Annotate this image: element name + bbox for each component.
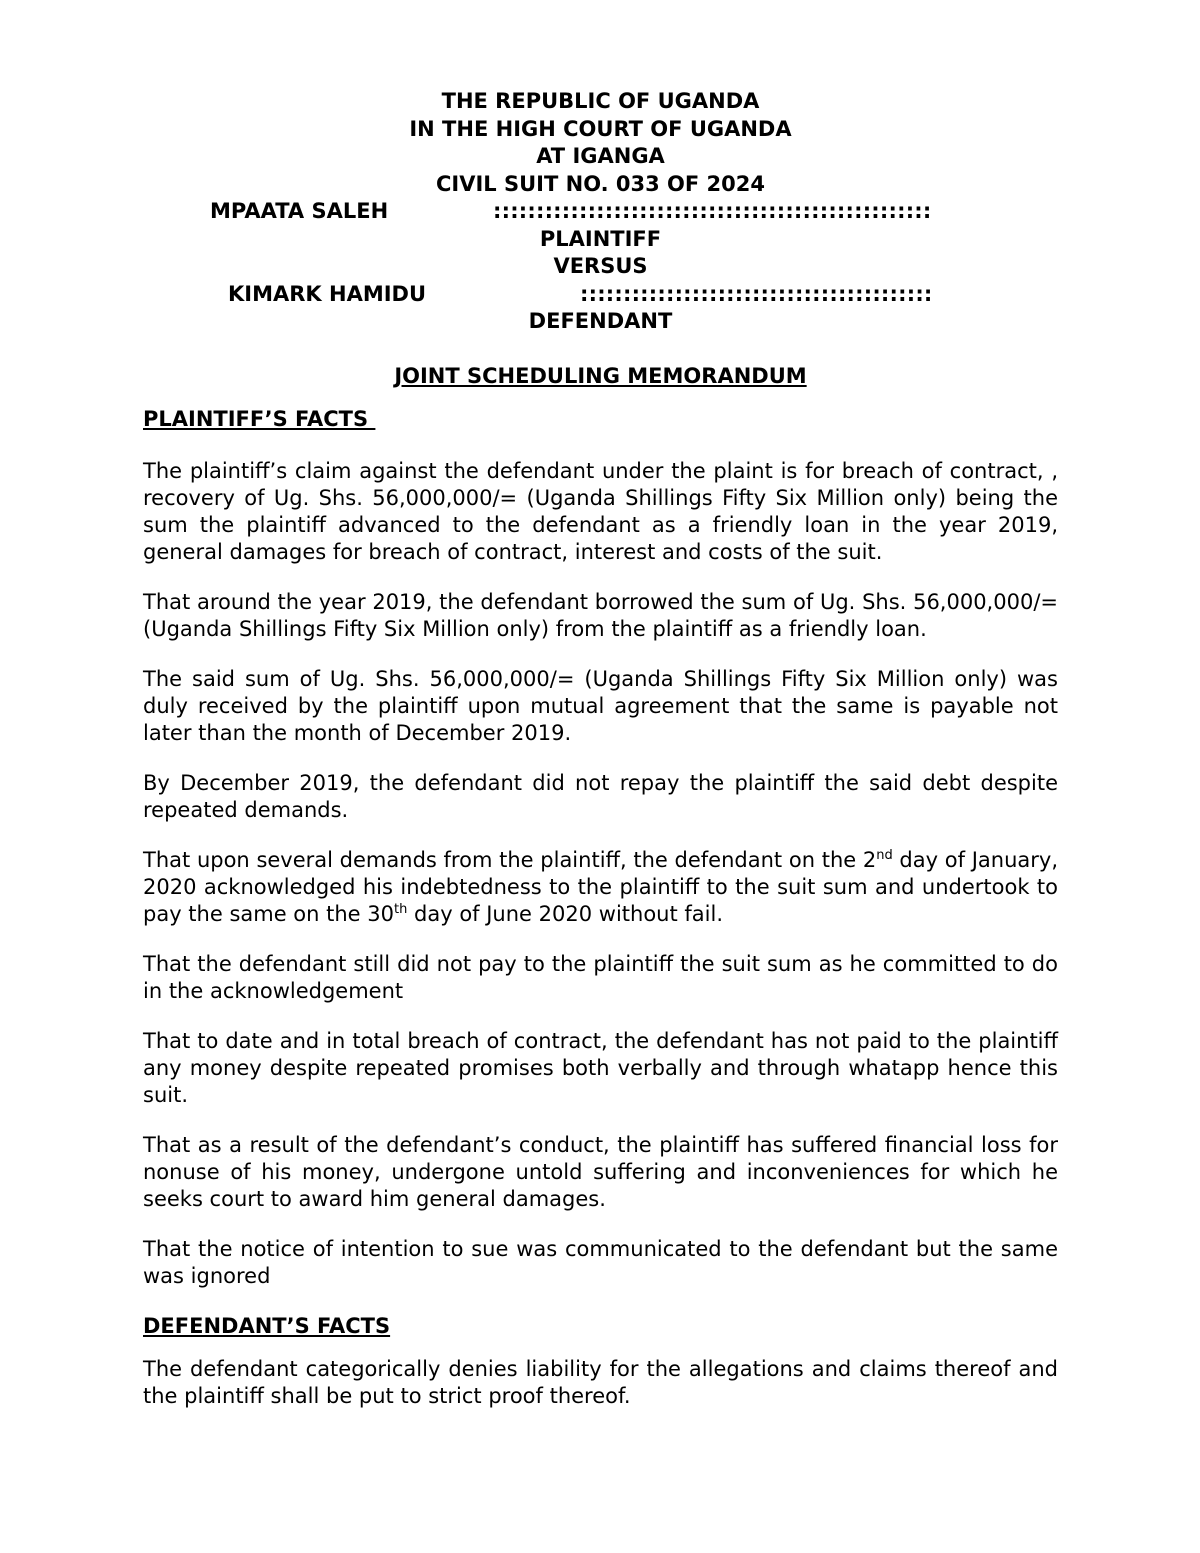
court-heading: IN THE HIGH COURT OF UGANDA: [409, 116, 792, 141]
republic-heading: THE REPUBLIC OF UGANDA: [441, 89, 760, 113]
suit-number: CIVIL SUIT NO. 033 OF 2024: [436, 171, 765, 196]
loan-paragraph: That around the year 2019, the defendant borrowed the sum of Ug. Shs. 56,000,000/= (Uganda Shillings Fifty Six Million only) from the plaintiff as a friendly loan.: [143, 589, 1058, 641]
notice-paragraph: That the notice of intention to sue was communicated to the defendant but the same was ignored: [143, 1236, 1058, 1288]
document-page: [143, 88, 1058, 1410]
plaintiff-role: PLAINTIFF: [539, 226, 662, 251]
plaintiff-claim-paragraph: The plaintiff’s claim against the defendant under the plaint is for breach of contract, , recovery of Ug. Shs. 56,000,000/= (Uganda Shillings Fifty Six Million only) being the sum the plaintiff advanced to the defendant as a friendly loan in the year 2019, general damages for breach of contract, interest and costs of the suit.: [143, 458, 1058, 564]
plaintiff-dots: :::::::::::::::::::::::::::::::::::::::::::::::::::: [493, 199, 932, 223]
plaintiff-line: [143, 198, 1058, 226]
court-header: [143, 88, 1058, 198]
parties-block: [143, 198, 1058, 336]
nonpayment-paragraph: By December 2019, the defendant did not repay the plaintiff the said debt despite repeated demands.: [143, 770, 1058, 822]
defendant-denial-paragraph: The defendant categorically denies liability for the allegations and claims thereof and the plaintiff shall be put to strict proof thereof.: [143, 1356, 1058, 1408]
plaintiff-name: MPAATA SALEH: [210, 199, 389, 223]
defendant-dots: :::::::::::::::::::::::::::::::::::::::::: [580, 281, 933, 306]
defendant-line: [143, 281, 1058, 309]
defendant-role: DEFENDANT: [528, 309, 673, 333]
acknowledgement-paragraph: That upon several demands from the plaintiff, the defendant on the 2nd day of January, 2020 acknowledged his indebtedness to the plaintiff to the suit sum and undertook to pay the same on the 30th day of June 2020 without fail.: [143, 847, 1058, 926]
court-location: AT IGANGA: [536, 144, 665, 168]
defendant-name: KIMARK HAMIDU: [228, 281, 427, 306]
damages-paragraph: That as a result of the defendant’s conduct, the plaintiff has suffered financial loss for nonuse of his money, undergone untold suffering and inconveniences for which he seeks court to award him general damages.: [143, 1132, 1058, 1211]
receipt-paragraph: The said sum of Ug. Shs. 56,000,000/= (Uganda Shillings Fifty Six Million only) was duly received by the plaintiff upon mutual agreement that the same is payable not later than the month of December 2019.: [143, 666, 1058, 745]
breach-paragraph: That to date and in total breach of contract, the defendant has not paid to the plaintiff any money despite repeated promises both verbally and through whatapp hence this suit.: [143, 1028, 1058, 1107]
versus-label: VERSUS: [553, 254, 648, 278]
defendant-facts-heading: DEFENDANT’S FACTS: [143, 1313, 391, 1338]
plaintiff-facts-heading: PLAINTIFF’S FACTS: [143, 406, 376, 431]
still-unpaid-paragraph: That the defendant still did not pay to the plaintiff the suit sum as he committed to do in the acknowledgement: [143, 951, 1058, 1003]
memorandum-title: JOINT SCHEDULING MEMORANDUM: [394, 363, 807, 388]
